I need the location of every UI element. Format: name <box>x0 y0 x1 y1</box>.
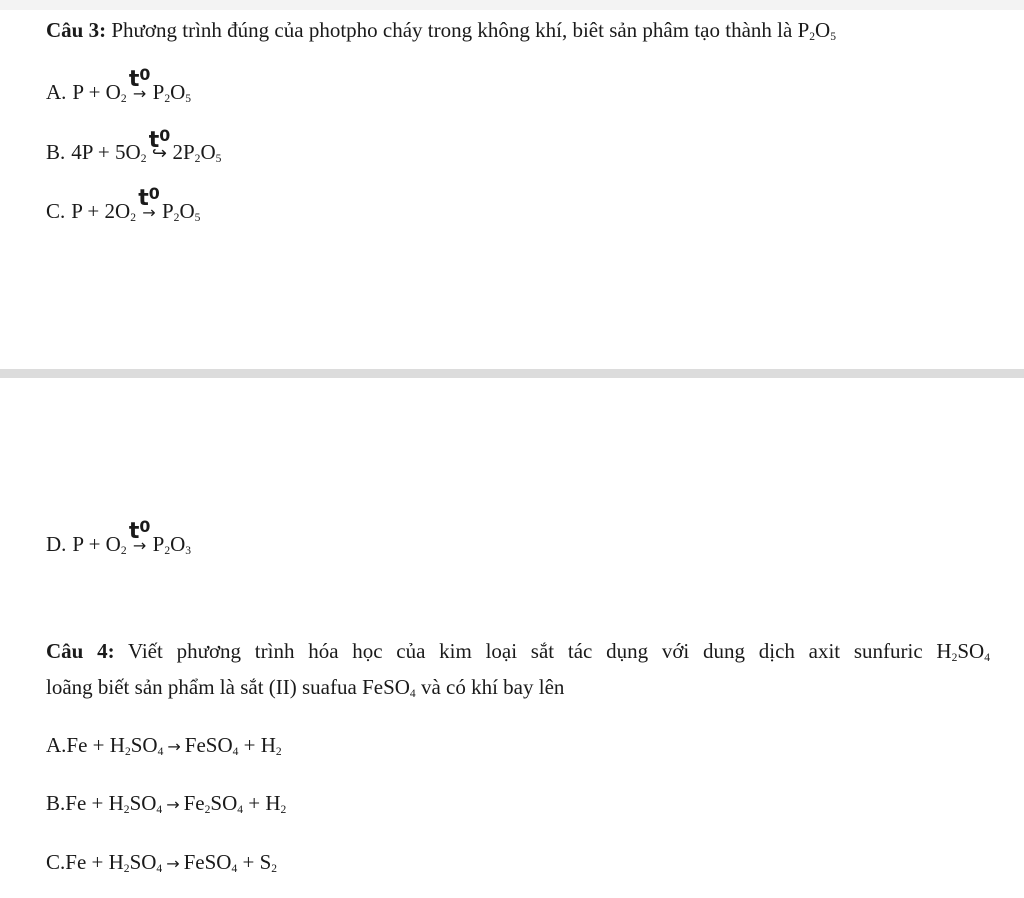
question-3-label: Câu 3: <box>46 18 107 42</box>
question-3-prompt <box>46 18 836 43</box>
option-label: A. <box>46 733 67 757</box>
heat-condition: $t^0$ <box>148 126 171 153</box>
heat-condition: $t^0$ <box>128 65 151 92</box>
question-3-product: $P_2O_5$ <box>797 18 836 44</box>
option-label: B. <box>46 791 66 815</box>
reaction-arrow: → <box>166 795 180 814</box>
option-4a[interactable]: $A.Fe + H_2SO_4$ → FeSO$_4$ + $H_2$ <box>46 733 282 759</box>
option-label: D. <box>46 532 67 556</box>
reaction-arrow: $t^0$ ↪ <box>148 126 171 164</box>
salt-formula: FeSO$_4$ <box>362 675 416 701</box>
reaction-arrow: $t^0$ → <box>128 65 151 103</box>
option-label: C. <box>46 850 66 874</box>
option-4b[interactable]: $B.Fe + H_2SO_4 \to Fe_2SO_4 + H_2$ <box>46 791 287 817</box>
acid-formula: $H_2SO_4$ <box>936 639 991 665</box>
reaction-arrow: $t^0$ → <box>128 517 151 555</box>
option-label: C. <box>46 199 66 223</box>
option-label: B. <box>46 140 66 164</box>
question-4-label: Câu 4: <box>46 639 115 663</box>
option-label: A. <box>46 80 67 104</box>
option-3a[interactable]: A. $P + O_2$ $t^0$ → $P_2O_5$ <box>46 65 192 106</box>
option-3c[interactable]: C. $P + 2O_2$ $t^0$ → $P_2O_5$ <box>46 184 201 225</box>
heat-condition: $t^0$ <box>138 184 160 211</box>
reaction-arrow: → <box>167 737 181 756</box>
question-4-text: Viết phương trình hóa học của kim loại sắt tác dụng với dung dịch axit sunfuric <box>127 639 923 663</box>
option-4c[interactable]: $C.Fe + H_2SO_4$ → FeSO$_4$ + $S_2$ <box>46 850 278 876</box>
reaction-arrow: → <box>166 854 180 873</box>
question-3-text: Phương trình đúng của photpho cháy trong không khí, biêt sản phâm tạo thành là <box>111 18 793 42</box>
top-toolbar-strip <box>0 0 1024 10</box>
question-4-text-cont: loãng biết sản phẩm là sắt (II) suafua <box>46 675 357 699</box>
question-4-prompt <box>46 633 990 705</box>
reaction-arrow: $t^0$ → <box>138 184 160 222</box>
option-3b[interactable]: B. $4P + 5O_2$ $t^0$ ↪ $2P_2O_5$ <box>46 126 222 166</box>
heat-condition: $t^0$ <box>128 517 151 544</box>
option-3d[interactable]: D. $P + O_2$ $t^0$ → $P_2O_3$ <box>46 517 192 558</box>
question-4-text-end: và có khí bay lên <box>420 675 565 699</box>
page-divider <box>0 369 1024 378</box>
